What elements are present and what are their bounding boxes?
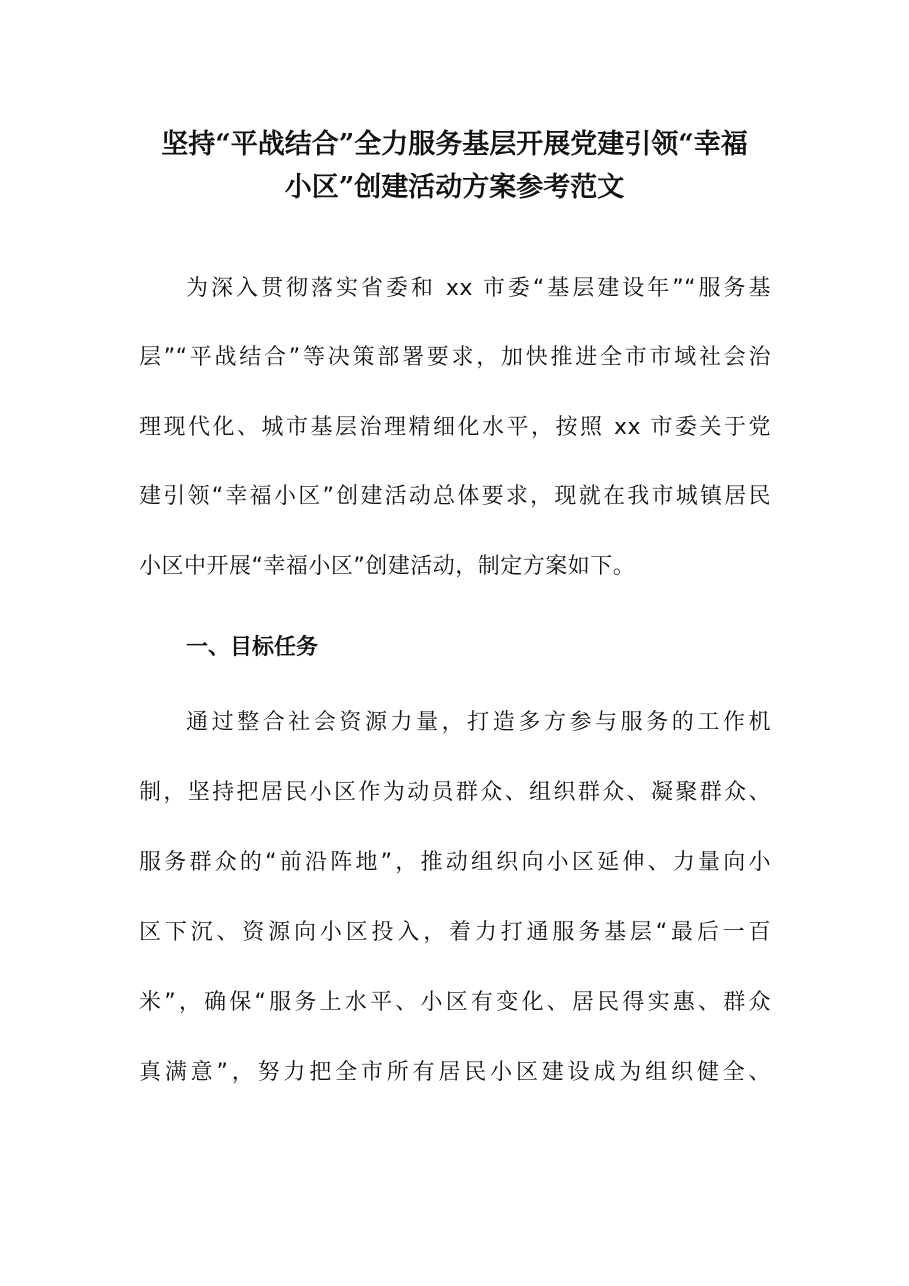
intro-paragraph-line: 为深入贯彻落实省委和 xx 市委“基层建设年”“服务基	[186, 276, 771, 301]
section-paragraph-line: 制，坚持把居民小区作为动员群众、组织群众、凝聚群众、	[139, 780, 771, 805]
section-paragraph-line: 真满意”，努力把全市所有居民小区建设成为组织健全、	[139, 1060, 771, 1085]
intro-paragraph-line: 理现代化、城市基层治理精细化水平，按照 xx 市委关于党	[139, 415, 771, 440]
intro-paragraph-line: 层”“平战结合”等决策部署要求，加快推进全市市域社会治	[139, 345, 771, 370]
intro-paragraph-line: 建引领“幸福小区”创建活动总体要求，现就在我市城镇居民	[139, 484, 771, 509]
intro-paragraph-line: 小区中开展“幸福小区”创建活动，制定方案如下。	[139, 554, 636, 579]
document-title-line-2: 小区”创建活动方案参考范文	[284, 172, 625, 203]
section-paragraph-line: 区下沉、资源向小区投入，着力打通服务基层“最后一百	[139, 920, 771, 945]
section-paragraph-line: 服务群众的“前沿阵地”，推动组织向小区延伸、力量向小	[139, 850, 771, 875]
section-paragraph-line: 通过整合社会资源力量，打造多方参与服务的工作机	[186, 710, 771, 735]
document-title-line-1: 坚持“平战结合”全力服务基层开展党建引领“幸福	[161, 129, 748, 160]
section-paragraph-line: 米”，确保“服务上水平、小区有变化、居民得实惠、群众	[139, 990, 771, 1015]
section-heading: 一、目标任务	[186, 635, 319, 660]
